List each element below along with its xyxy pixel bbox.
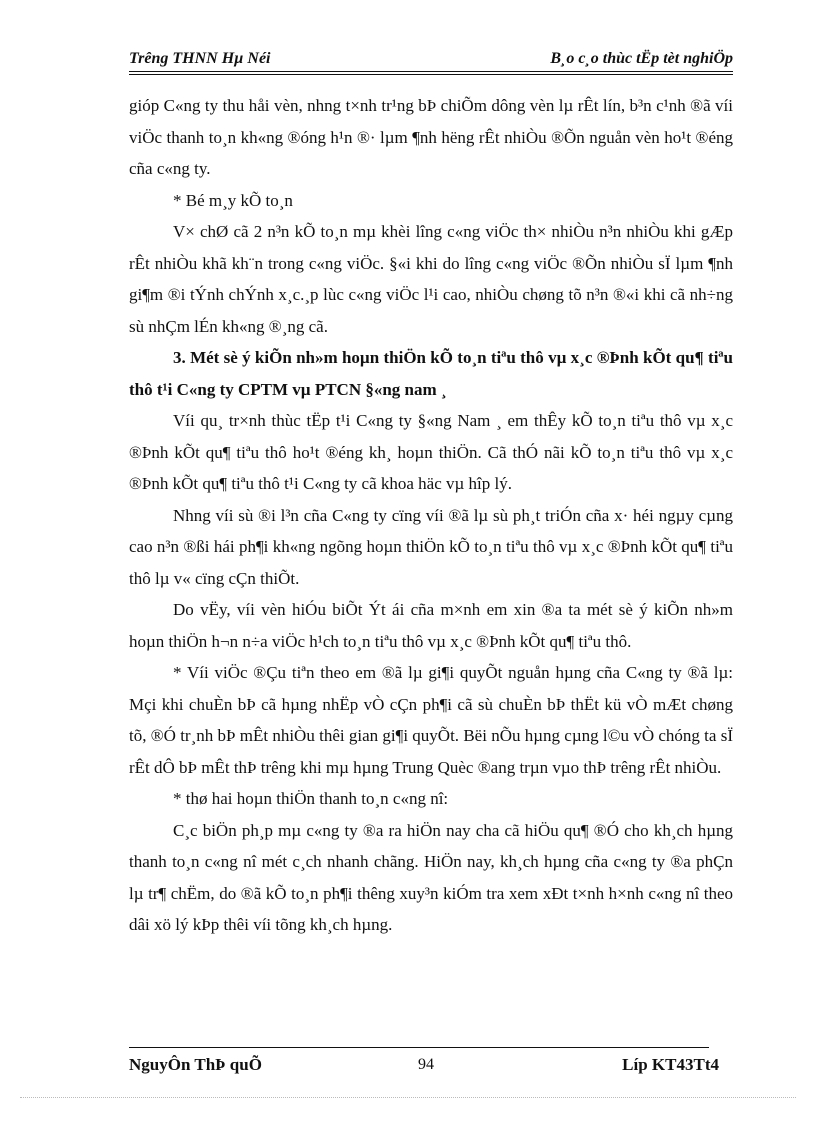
header-report-title: B¸o c¸o thùc tËp tèt nghiÖp — [550, 50, 733, 67]
paragraph-3: V× chØ cã 2 n³n kÕ to¸n mµ khèi lîng c«ng viÖc th× nhiÒu n³n nhiÒu khi gÆp rÊt nhiÒu khã kh¨n trong c«ng viÖc. §«i khi do lîng c«ng viÖc ®Õn nhiÒu sÏ lµm ¶nh gi¶m ®i tÝnh chÝnh x¸c.¸p lùc c«ng viÖc l¹i cao, nhiÒu chøng tõ n³n ®«i khi cã nh÷ng sù nhÇm lÉn kh«ng ®¸ng cã. — [129, 222, 733, 336]
page-footer — [129, 1055, 719, 1079]
paragraph-6: Nhng víi sù ®i l³n cña C«ng ty cïng víi ®ã lµ sù ph¸t triÓn cña x· héi ngµy cµng cao n³n ®ßi hái ph¶i kh«ng ngõng hoµn thiÖn kÕ to¸n tiªu thô vµ x¸c ®Þnh kÕt qu¶ tiªu thô lµ v« cïng cÇn thiÕt. — [129, 505, 733, 588]
paragraph-2: * Bé m¸y kÕ to¸n — [173, 190, 293, 210]
page-bottom-border — [20, 1097, 796, 1098]
footer-rule — [129, 1047, 709, 1048]
paragraph-10: C¸c biÖn ph¸p mµ c«ng ty ®a ra hiÖn nay cha cã hiÖu qu¶ ®Ó cho kh¸ch hµng thanh to¸n c«ng nî mét c¸ch nhanh chãng. HiÖn nay, kh¸ch hµng cña c«ng ty ®a phÇn lµ tr¶ chËm, do ®ã kÕ to¸n ph¶i thêng xuy³n kiÓm tra xem xÐt t×nh h×nh c«ng nî theo dâi xö lý kÞp thêi víi tõng kh¸ch hµng. — [129, 820, 733, 934]
document-body — [129, 90, 733, 941]
section-heading: 3. Mét sè ý kiÕn nh»m hoµn thiÖn kÕ to¸n tiªu thô vµ x¸c ®Þnh kÕt qu¶ tiªu thô t¹i C«ng ty CPTM vµ PTCN §«ng nam ¸ — [129, 348, 733, 399]
paragraph-5: Víi qu¸ tr×nh thùc tËp t¹i C«ng ty §«ng Nam ¸ em thÊy kÕ to¸n tiªu thô vµ x¸c ®Þnh kÕt qu¶ tiªu thô ho¹t ®éng kh¸ hoµn thiÖn. Cã thÓ nãi kÕ to¸n tiªu thô vµ x¸c ®Þnh kÕt qu¶ tiªu thô t¹i C«ng ty cã khoa häc vµ hîp lý. — [129, 411, 733, 493]
page-number: 94 — [418, 1056, 434, 1073]
paragraph-7: Do vËy, víi vèn hiÓu biÕt Ýt ái cña m×nh em xin ®a ta mét sè ý kiÕn nh»m hoµn thiÖn h¬n n÷a viÖc h¹ch to¸n tiªu thô vµ x¸c ®Þnh kÕt qu¶ tiªu thô. — [129, 600, 733, 651]
page-header — [129, 48, 733, 72]
header-rule-thin — [129, 74, 733, 75]
footer-class: Líp KT43Tt4 — [622, 1055, 719, 1074]
paragraph-9: * thø hai hoµn thiÖn thanh to¸n c«ng nî: — [173, 789, 449, 808]
paragraph-1: gióp C«ng ty thu håi vèn, nhng t×nh tr¹ng bÞ chiÕm dông vèn lµ rÊt lín, b³n c¹nh ®ã víi viÖc thanh to¸n kh«ng ®óng h¹n ®· lµm ¶nh hëng rÊt nhiÒu ®Õn nguån vèn ho¹t ®éng cña c«ng ty. — [129, 96, 733, 178]
header-school: Trêng THNN Hµ Néi — [129, 50, 271, 67]
footer-author: NguyÔn ThÞ quÕ — [129, 1055, 262, 1074]
paragraph-8: * Víi viÖc ®Çu tiªn theo em ®ã lµ gi¶i quyÕt nguån hµng cña C«ng ty ®ã lµ: Mçi khi chuÈn bÞ cã hµng nhËp vÒ cÇn ph¶i cã sù chuÈn bÞ thËt kü vÒ mÆt chøng tõ, ®Ó tr¸nh bÞ mÊt nhiÒu thêi gian gi¶i quyÕt. Bëi nÕu hµng cµng l©u vÒ chóng ta sÏ rÊt dÔ bÞ mÊt thÞ trêng khi mµ hµng Trung Quèc ®ang trµn vµo thÞ trêng rÊt nhiÒu. — [129, 663, 733, 777]
header-rule — [129, 71, 733, 72]
